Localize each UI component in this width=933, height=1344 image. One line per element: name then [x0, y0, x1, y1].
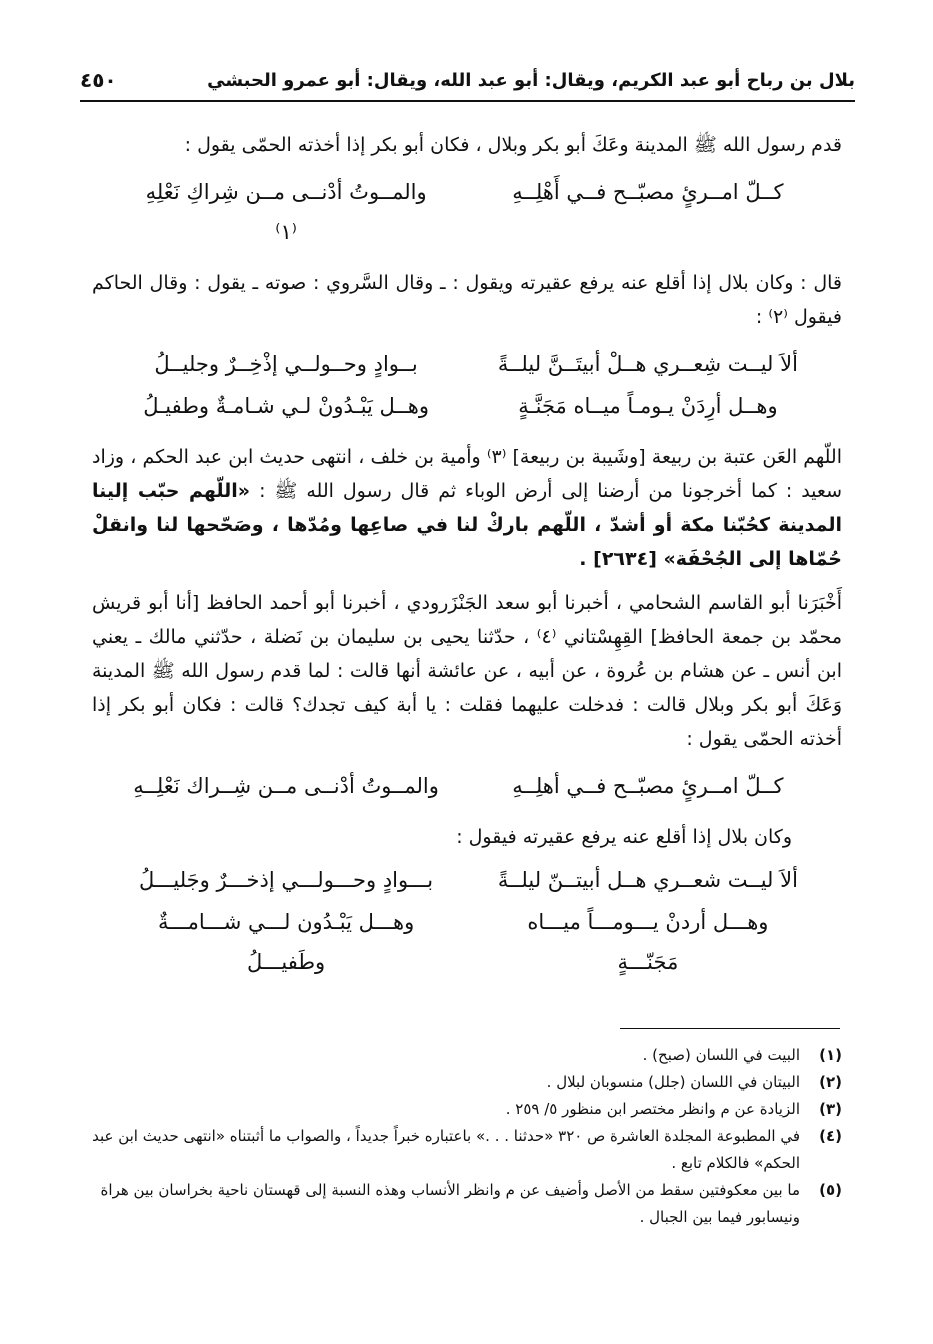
footnote-number: (٢) [819, 1073, 842, 1091]
verse-hemistich-left: بـــوادٍ وحـــولـــي إذخـــرٌ وجَليـــلُ [139, 868, 434, 892]
verse-hemistich-right: وهـــل أردنْ يـــومـــاً ميـــاه مَجَنّـــةٍ [527, 910, 769, 974]
paragraph-1: قدم رسول الله ﷺ المدينة وعَكَ أبو بكر وبلال ، فكان أبو بكر إذا أخذته الحمّى يقول : [184, 134, 842, 156]
verse-hemistich-right: وهــل أرِدَنْ يـومـاً ميــاه مَجَنَّـةٍ [518, 394, 778, 418]
verse-hemistich-right: كــلّ امــرئٍ مصبّــح فــي أهلِــهِ [512, 774, 784, 798]
verse-line [132, 860, 802, 900]
paragraph-3-text: اللّهم العَن عتبة بن ربيعة [وشَيبة بن ربيعة] ⁽٣⁾ وأمية بن خلف ، انتهى حديث ابن عبد الحكم ، وزاد سعيد : كما أخرجونا من أرضنا إلى أرض الوباء ثم قال رسول الله ﷺ : [92, 446, 842, 502]
paragraph-2: قال : وكان بلال إذا أقلع عنه يرفع عقيرته ويقول : ـ وقال السَّروي : صوته ـ يقول : وقال الحاكم فيقول ⁽٢⁾ : [92, 272, 842, 328]
verse-hemistich-right: ألاَ ليــت شِعــري هــلْ أبيتَــنَّ ليلــةً [497, 352, 798, 376]
paragraph-4: أَخْبَرَنا أبو القاسم الشحامي ، أخبرنا أبو سعد الجَنْزَرودي ، أخبرنا أبو أحمد الحافظ [أنا أبو قريش محمّد بن جمعة الحافظ] القِهِسْتاني ⁽٤⁾ ، حدّثنا يحيى بن سليمان بن نَضلة ، حدّثني مالك ـ يعني ابن أنس ـ عن هشام بن عُروة ، عن أبيه ، عن عائشة أنها قالت : لما قدم رسول الله ﷺ المدينة وَعَكَ أبو بكر وبلال قالت : فدخلت عليهما فقلت : يا أبة كيف تجدك؟ قالت : فكان أبو بكر إذا أخذته الحمّى يقول : [92, 592, 842, 750]
verse-hemistich-left: وهـــل يَبْـدُون لـــي شـــامـــةٌ وطَفيـــلُ [157, 910, 415, 974]
verse-block-2 [92, 344, 842, 426]
verse-block-4 [92, 860, 842, 982]
footnote-number: (٥) [819, 1181, 842, 1199]
verse-line [132, 766, 802, 806]
footnote-number: (٤) [819, 1127, 842, 1145]
page-number: ٤٥٠ [80, 68, 117, 92]
footnotes [92, 1042, 842, 1231]
verse-hemistich-left: والمــوتُ أدْنــى مــن شِراكِ نَعْلِهِ ⁽١⁾ [145, 180, 427, 244]
verse-hemistich-left: وهــل يَبْـدُونْ لـي شـامـةٌ وطفيـلُ [143, 394, 429, 418]
verse-line [132, 902, 802, 982]
footnote-divider [620, 1028, 840, 1029]
footnote-text: الزيادة عن م وانظر مختصر ابن منظور ٥/ ٢٥٩ . [505, 1100, 800, 1118]
verse-line [132, 386, 802, 426]
footnote-text: البيت في اللسان (صبح) . [642, 1046, 800, 1064]
footnote-number: (١) [819, 1046, 842, 1064]
page-header [80, 60, 855, 102]
running-title: بلال بن رباح أبو عبد الكريم، ويقال: أبو عبد الله، ويقال: أبو عمرو الحبشي [207, 69, 855, 91]
paragraph-3 [92, 440, 842, 576]
verse-line [132, 344, 802, 384]
verse-block-3 [92, 766, 842, 806]
footnote [92, 1096, 842, 1123]
footnote [92, 1069, 842, 1096]
footnote-text: البيتان في اللسان (جلل) منسوبان لبلال . [546, 1073, 800, 1091]
footnote [92, 1123, 842, 1177]
footnote-text: في المطبوعة المجلدة العاشرة ص ٣٢٠ «حدثنا . . .» باعتباره خبراً جديداً ، والصواب ما أثبتناه «انتهى حديث ابن عبد الحكم» فالكلام تابع . [92, 1127, 800, 1172]
verse-hemistich-right: كــلّ امــرئٍ مصبّــح فــي أَهْلِــهِ [512, 180, 784, 204]
footnote [92, 1042, 842, 1069]
footnote [92, 1177, 842, 1231]
footnote-text: ما بين معكوفتين سقط من الأصل وأضيف عن م وانظر الأنساب وهذه النسبة إلى قهستان ناحية بخراسان بين هراة ونيسابور فيما بين الجبال . [100, 1181, 800, 1226]
verse-intro: وكان بلال إذا أقلع عنه يرفع عقيرته فيقول : [456, 826, 792, 848]
hadith-quote: «اللّهم حبّب إلينا المدينة كحُبّنا مكة أو أشدّ ، اللّهم باركْ لنا في صاعِها ومُدّها ، وصَحّحها لنا وانقلْ حُمّاها إلى الجُحْفَة» [٢٦٣٤] . [92, 480, 842, 570]
page-body [92, 128, 842, 996]
verse-block-1 [92, 172, 842, 252]
footnote-number: (٣) [819, 1100, 842, 1118]
verse-line [132, 172, 802, 252]
verse-hemistich-left: بــوادٍ وحــولــي إذْخِــرٌ وجليــلُ [154, 352, 418, 376]
verse-hemistich-left: والمــوتُ أدْنــى مــن شِــراك نَعْلِــهِ [133, 774, 439, 798]
verse-hemistich-right: ألاَ ليــت شعــري هــل أبيتــنّ ليلــةً [497, 868, 798, 892]
